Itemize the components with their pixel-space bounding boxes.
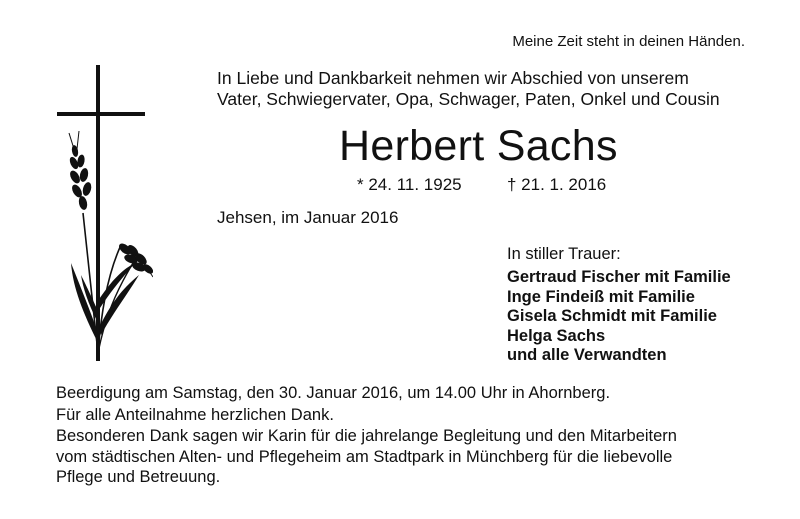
intro-line: In Liebe und Dankbarkeit nehmen wir Abschied von unserem <box>217 68 689 88</box>
special-thanks-line: Pflege und Betreuung. <box>56 468 221 486</box>
special-thanks-line: vom städtischen Alten- und Pflegeheim am Stadtpark in Münchberg für die liebevolle <box>56 447 673 466</box>
intro-text <box>217 68 720 110</box>
mourner: Helga Sachs <box>507 326 606 345</box>
thanks-line: Für alle Anteilnahme herzlichen Dank. <box>56 405 334 424</box>
cross-with-wheat-icon <box>53 63 153 363</box>
mourner: Gisela Schmidt mit Familie <box>507 307 717 325</box>
mourning-label: In stiller Trauer: <box>507 245 621 263</box>
place-date: Jehsen, im Januar 2016 <box>217 208 399 227</box>
motto: Meine Zeit steht in deinen Händen. <box>512 33 745 50</box>
deceased-name: Herbert Sachs <box>339 122 618 170</box>
footer-text <box>56 383 677 488</box>
birth-date: * 24. 11. 1925 <box>357 175 462 194</box>
mourners-list <box>507 268 731 366</box>
death-date: † 21. 1. 2016 <box>507 175 607 194</box>
mourner: Inge Findeiß mit Familie <box>507 287 695 306</box>
mourner: Gertraud Fischer mit Familie <box>507 268 731 286</box>
mourner: und alle Verwandten <box>507 346 667 364</box>
special-thanks-line: Besonderen Dank sagen wir Karin für die jahrelange Begleitung und den Mitarbeitern <box>56 427 677 445</box>
funeral-info: Beerdigung am Samstag, den 30. Januar 2016, um 14.00 Uhr in Ahornberg. <box>56 384 611 402</box>
intro-line: Vater, Schwiegervater, Opa, Schwager, Paten, Onkel und Cousin <box>217 89 720 109</box>
